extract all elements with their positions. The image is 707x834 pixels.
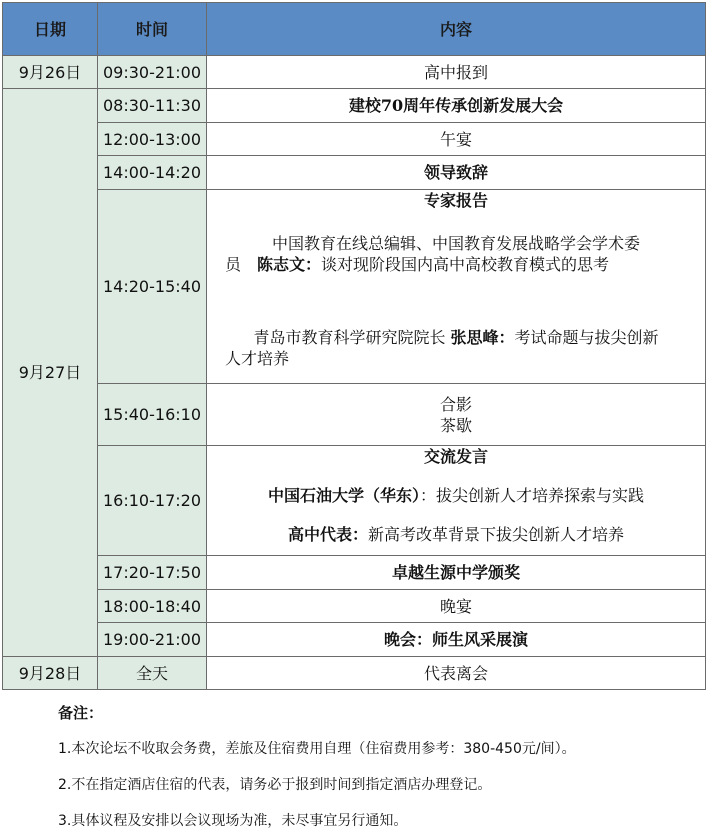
time-cell: 18:00-18:40 <box>98 590 207 623</box>
header-row <box>3 3 706 56</box>
table-row <box>3 56 706 89</box>
time-cell: 15:40-16:10 <box>98 384 207 446</box>
table-row <box>3 190 706 384</box>
table-row <box>3 89 706 123</box>
content-cell: 建校70周年传承创新发展大会 <box>207 89 706 123</box>
speaker-line <box>207 524 705 545</box>
speaker-line <box>207 327 705 348</box>
table-row <box>3 556 706 590</box>
table-row <box>3 384 706 446</box>
table-row <box>3 123 706 156</box>
speaker-line <box>207 254 705 275</box>
speaker-affiliation: 青岛市教育科学研究院院长 <box>253 328 451 347</box>
speaker-topic: ：拔尖创新人才培养探索与实践 <box>420 486 645 505</box>
note-item: 2.不在指定酒店住宿的代表，请务必于报到时间到指定酒店办理登记。 <box>58 777 492 793</box>
table-row <box>3 590 706 623</box>
schedule-table <box>2 2 706 690</box>
speaker-affiliation: 中国教育在线总编辑、中国教育发展战略学会学术委 <box>271 234 640 253</box>
speaker-topic: 考试命题与拔尖创新 <box>514 328 659 347</box>
speaker-topic: 谈对现阶段国内高中高校教育模式的思考 <box>321 255 610 274</box>
time-cell: 14:00-14:20 <box>98 156 207 190</box>
table-row <box>3 623 706 657</box>
speaker-name: 高中代表： <box>287 525 368 544</box>
header-date: 日期 <box>3 3 98 56</box>
speaker-topic: 人才培养 <box>225 349 290 368</box>
note-item: 3.具体议程及安排以会议现场为准，未尽事宜另行通知。 <box>58 813 408 829</box>
table-row <box>3 657 706 690</box>
time-cell: 14:20-15:40 <box>98 190 207 384</box>
content-cell <box>207 384 706 446</box>
time-cell: 09:30-21:00 <box>98 56 207 89</box>
header-content: 内容 <box>207 3 706 56</box>
note-item: 1.本次论坛不收取会务费，差旅及住宿费用自理（住宿费用参考：380-450元/间）。 <box>58 741 576 757</box>
content-cell: 午宴 <box>207 123 706 156</box>
time-cell: 16:10-17:20 <box>98 446 207 556</box>
date-cell: 9月27日 <box>3 89 98 657</box>
speaker-topic: 新高考改革背景下拔尖创新人才培养 <box>368 525 625 544</box>
date-cell: 9月26日 <box>3 56 98 89</box>
content-cell <box>207 190 706 384</box>
table-row <box>3 446 706 556</box>
time-cell: 17:20-17:50 <box>98 556 207 590</box>
content-cell: 晚会：师生风采展演 <box>207 623 706 657</box>
time-cell: 08:30-11:30 <box>98 89 207 123</box>
time-cell: 12:00-13:00 <box>98 123 207 156</box>
notes-title: 备注： <box>58 704 104 722</box>
content-cell: 领导致辞 <box>207 156 706 190</box>
speaker-name: 中国石油大学（华东） <box>267 486 420 505</box>
content-cell: 晚宴 <box>207 590 706 623</box>
section-title: 专家报告 <box>423 191 488 210</box>
content-cell: 高中报到 <box>207 56 706 89</box>
section-title: 交流发言 <box>423 447 488 466</box>
speaker-line <box>207 485 705 506</box>
speaker-affiliation: 员 <box>225 255 258 274</box>
time-cell: 19:00-21:00 <box>98 623 207 657</box>
time-cell: 全天 <box>98 657 207 690</box>
content-cell: 卓越生源中学颁奖 <box>207 556 706 590</box>
table-row <box>3 156 706 190</box>
header-time: 时间 <box>98 3 207 56</box>
date-cell: 9月28日 <box>3 657 98 690</box>
content-line: 合影 <box>439 394 472 414</box>
content-line: 茶歇 <box>439 415 472 435</box>
content-cell <box>207 446 706 556</box>
speaker-name: 陈志文： <box>257 255 322 274</box>
content-cell: 代表离会 <box>207 657 706 690</box>
speaker-name: 张思峰： <box>450 328 515 347</box>
